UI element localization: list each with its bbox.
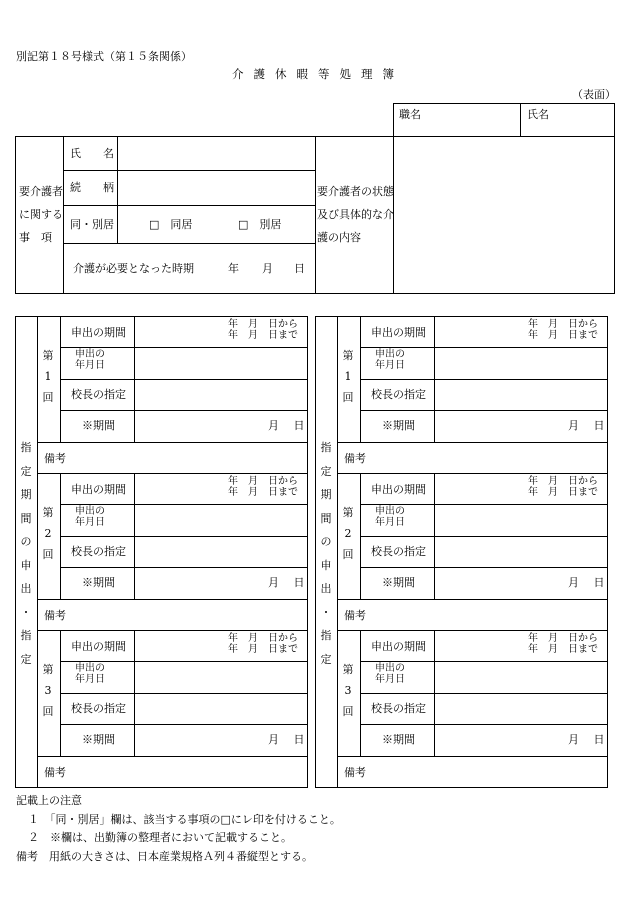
round-2-label	[41, 507, 55, 570]
apply-date-label-2: 年月日	[375, 674, 405, 685]
side-label-char: 間	[20, 511, 32, 525]
recipient-name-label: 氏 名	[70, 147, 114, 160]
side-label-char: 出	[320, 582, 332, 595]
apply-date-label: 申出の	[375, 349, 405, 360]
side-label-char: 定	[20, 652, 32, 666]
apply-date-label: 申出の	[375, 663, 405, 674]
note-item-1: １ 「同・別居」欄は、該当する事項の□にレ印を付けること。	[28, 813, 341, 826]
side-label-char: 間	[320, 511, 332, 525]
period-month: 月	[262, 262, 273, 275]
apply-period-label: 申出の期間	[71, 640, 126, 653]
principal-designation-label: 校長の指定	[371, 545, 426, 558]
round-3-label	[41, 664, 55, 727]
side-label-char: 定	[20, 464, 32, 478]
apply-period-to[interactable]: 年 月 日まで	[528, 644, 598, 655]
note-item-2: ２ ※欄は、出勤簿の整理者において記載すること。	[28, 831, 292, 844]
care-group-label-3: 事 項	[19, 231, 52, 244]
apply-period-to[interactable]: 年 月 日まで	[228, 487, 298, 498]
round-label-char: 回	[42, 391, 54, 404]
side-label-char: 期	[320, 488, 332, 501]
star-period-label: ※期間	[82, 733, 115, 746]
principal-designation-label: 校長の指定	[71, 388, 126, 401]
star-period-label: ※期間	[382, 576, 415, 589]
side-label-char: 定	[320, 652, 332, 666]
apply-period-to[interactable]: 年 月 日まで	[528, 330, 598, 341]
star-period-value[interactable]: 月 日	[568, 576, 605, 589]
round-label-char: 3	[344, 684, 352, 697]
apply-period-from[interactable]: 年 月 日から	[528, 319, 598, 330]
period-block-1	[15, 316, 308, 788]
principal-designation-label: 校長の指定	[371, 702, 426, 715]
round-label-char: 2	[44, 527, 52, 540]
remarks-label: 備考	[344, 609, 366, 622]
apply-date-label-2: 年月日	[75, 360, 105, 371]
star-period-label: ※期間	[82, 576, 115, 589]
cohabit-checkbox[interactable]: □ 同居	[149, 218, 193, 231]
round-label-char: 回	[42, 705, 54, 718]
side-label-char: 期	[20, 488, 32, 501]
side-label-char: 指	[320, 441, 332, 454]
remarks-label: 備考	[44, 609, 66, 622]
round-label-char: 回	[342, 548, 354, 561]
star-period-value[interactable]: 月 日	[568, 419, 605, 432]
cohabitation-label: 同・別居	[70, 218, 114, 231]
period-year: 年	[228, 262, 239, 275]
apply-period-label: 申出の期間	[71, 326, 126, 339]
apply-period-from[interactable]: 年 月 日から	[528, 633, 598, 644]
apply-date-label: 申出の	[375, 506, 405, 517]
star-period-value[interactable]: 月 日	[268, 576, 305, 589]
apply-date-label-2: 年月日	[75, 674, 105, 685]
round-3-label	[341, 664, 355, 727]
remarks-label: 備考	[344, 766, 366, 779]
side-label: （表面）	[572, 88, 616, 101]
designated-period-side-label	[319, 442, 333, 677]
principal-designation-label: 校長の指定	[71, 545, 126, 558]
round-label-char: 回	[42, 548, 54, 561]
star-period-label: ※期間	[82, 419, 115, 432]
round-label-char: 2	[344, 527, 352, 540]
notes-heading: 記載上の注意	[16, 794, 82, 807]
apply-date-label: 申出の	[75, 506, 105, 517]
round-label-char: 第	[342, 506, 354, 519]
care-state-label-1: 要介護者の状態	[317, 185, 394, 198]
care-group-label-1: 要介護者	[19, 185, 63, 198]
apply-period-to[interactable]: 年 月 日まで	[528, 487, 598, 498]
care-group-label-2: に関する	[19, 208, 63, 221]
star-period-value[interactable]: 月 日	[568, 733, 605, 746]
side-label-char: 定	[320, 464, 332, 478]
remarks-label: 備考	[44, 766, 66, 779]
side-label-char: 指	[20, 441, 32, 454]
star-period-label: ※期間	[382, 733, 415, 746]
job-title-label: 職名	[399, 108, 421, 121]
side-label-char: の	[320, 535, 332, 548]
side-label-char: 指	[320, 629, 332, 642]
designated-period-side-label	[19, 442, 33, 677]
side-label-char: 指	[20, 629, 32, 642]
approval-box	[393, 103, 615, 137]
star-period-value[interactable]: 月 日	[268, 419, 305, 432]
apply-date-label: 申出の	[75, 663, 105, 674]
apply-date-label-2: 年月日	[75, 517, 105, 528]
apply-date-label: 申出の	[75, 349, 105, 360]
round-label-char: 第	[342, 663, 354, 676]
apply-date-label-2: 年月日	[375, 360, 405, 371]
round-label-char: 1	[44, 370, 52, 383]
round-2-label	[341, 507, 355, 570]
remarks-label: 備考	[44, 452, 66, 465]
side-label-char: ・	[320, 605, 332, 619]
principal-designation-label: 校長の指定	[71, 702, 126, 715]
apply-period-from[interactable]: 年 月 日から	[528, 476, 598, 487]
apply-period-from[interactable]: 年 月 日から	[228, 319, 298, 330]
apply-period-from[interactable]: 年 月 日から	[228, 633, 298, 644]
care-needed-period-label: 介護が必要となった時期	[73, 262, 194, 275]
side-label-char: の	[20, 535, 32, 548]
apply-period-label: 申出の期間	[371, 483, 426, 496]
star-period-label: ※期間	[382, 419, 415, 432]
apply-period-label: 申出の期間	[71, 483, 126, 496]
star-period-value[interactable]: 月 日	[268, 733, 305, 746]
form-reference: 別記第１８号様式（第１５条関係）	[16, 50, 192, 63]
round-label-char: 回	[342, 705, 354, 718]
relationship-label: 続 柄	[70, 181, 114, 194]
separate-checkbox[interactable]: □ 別居	[238, 218, 282, 231]
round-1-label	[41, 350, 55, 413]
round-label-char: 第	[42, 663, 54, 676]
apply-period-from[interactable]: 年 月 日から	[228, 476, 298, 487]
round-label-char: 1	[344, 370, 352, 383]
round-label-char: 第	[342, 349, 354, 362]
remarks-label: 備考	[344, 452, 366, 465]
period-block-2	[315, 316, 608, 788]
page-title: 介護休暇等処理簿	[232, 67, 404, 81]
paper-size-remark: 備考 用紙の大きさは、日本産業規格Ａ列４番縦型とする。	[16, 850, 313, 863]
apply-period-to[interactable]: 年 月 日まで	[228, 330, 298, 341]
name-label: 氏名	[527, 108, 549, 121]
side-label-char: 出	[20, 582, 32, 595]
apply-period-label: 申出の期間	[371, 640, 426, 653]
round-label-char: 第	[42, 506, 54, 519]
side-label-char: 申	[20, 558, 32, 572]
care-state-label-3: 護の内容	[317, 231, 361, 244]
side-label-char: ・	[20, 605, 32, 619]
period-day: 日	[294, 262, 305, 275]
apply-period-label: 申出の期間	[371, 326, 426, 339]
care-state-label-2: 及び具体的な介	[317, 208, 394, 221]
apply-period-to[interactable]: 年 月 日まで	[228, 644, 298, 655]
round-label-char: 回	[342, 391, 354, 404]
side-label-char: 申	[320, 558, 332, 572]
round-label-char: 第	[42, 349, 54, 362]
apply-date-label-2: 年月日	[375, 517, 405, 528]
principal-designation-label: 校長の指定	[371, 388, 426, 401]
round-1-label	[341, 350, 355, 413]
round-label-char: 3	[44, 684, 52, 697]
